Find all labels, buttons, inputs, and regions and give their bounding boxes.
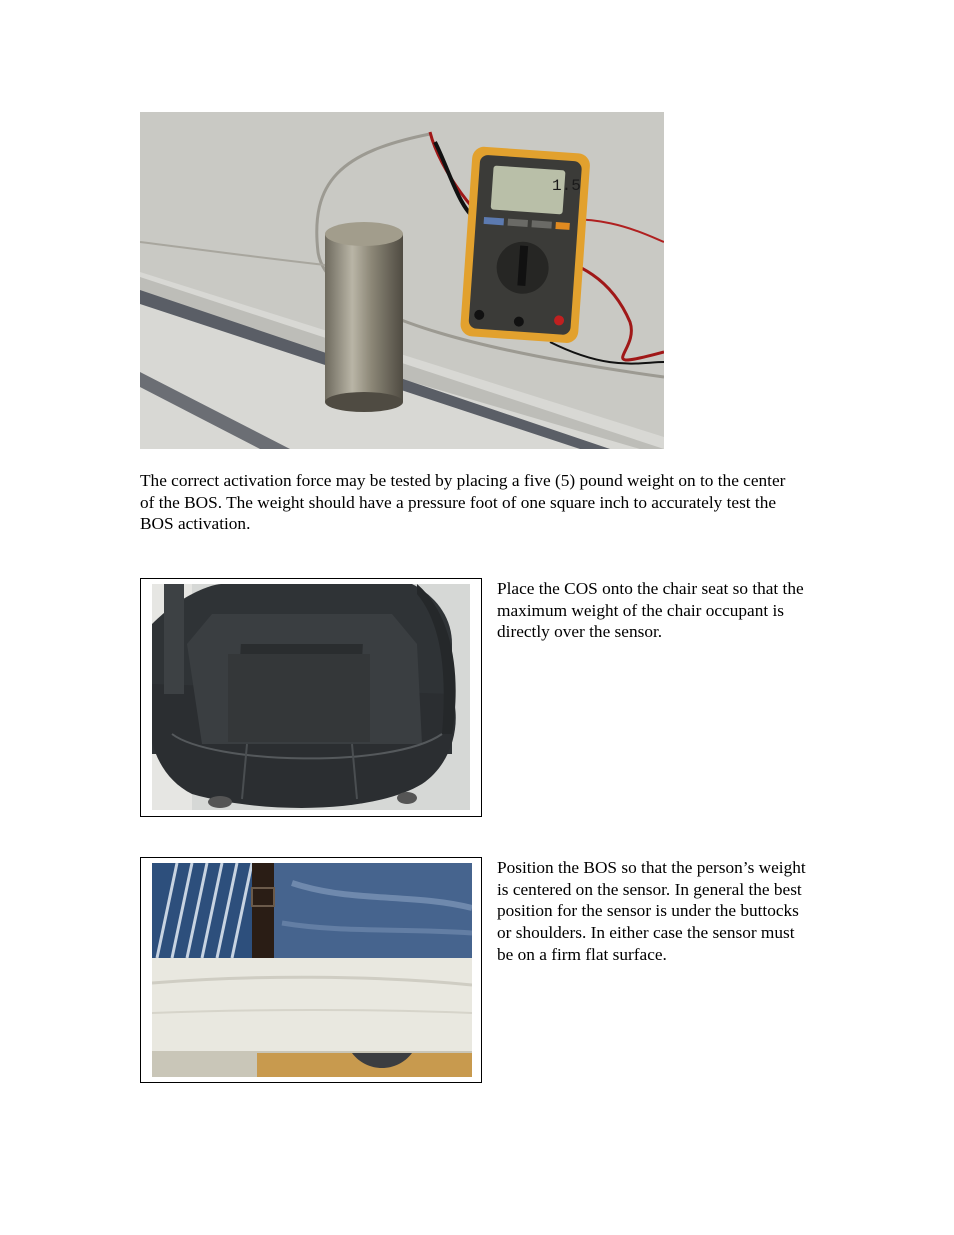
chair-photo (152, 584, 470, 810)
activation-force-paragraph: The correct activation force may be tested by placing a five (5) pound weight on to the center of the BOS. The weight should have a pressure foot of one square inch to accurately test the BOS activation. (140, 471, 786, 534)
chair-photo-frame (140, 578, 482, 817)
bed-photo-frame (140, 857, 482, 1083)
cos-placement-paragraph: Place the COS onto the chair seat so that the maximum weight of the chair occupant is directly over the sensor. (497, 579, 804, 642)
bos-position-paragraph: Position the BOS so that the person’s weight is centered on the sensor. In general the best position for the sensor is under the buttocks or shoulders. In either case the sensor must be on a firm flat surface. (497, 858, 806, 964)
multimeter-display-value: 1.5 (552, 177, 581, 195)
weight-test-photo (140, 112, 664, 449)
bed-photo (152, 863, 472, 1077)
